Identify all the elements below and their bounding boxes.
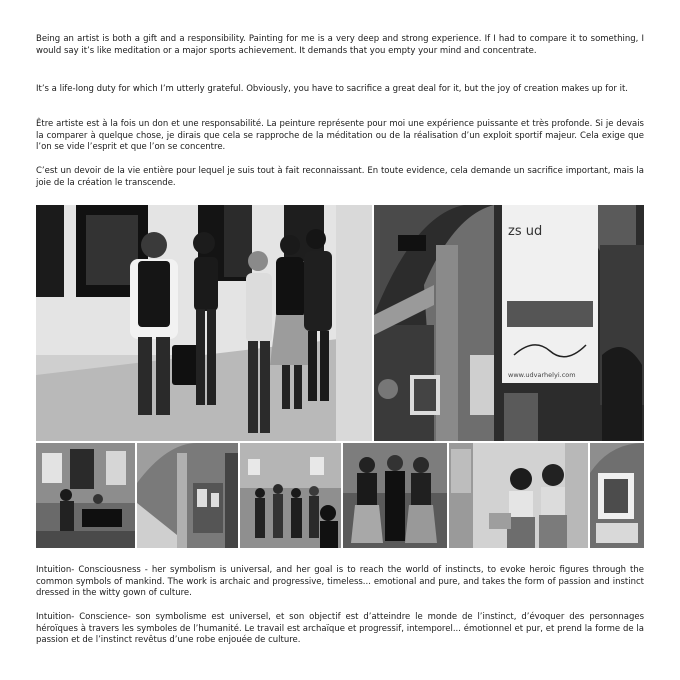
banner-logo: zs ud <box>508 224 543 239</box>
painting-display-photo <box>590 443 644 548</box>
intro-text-en-1: Being an artist is both a gift and a responsibility. Painting for me is a very deep and strong experience. If I had to compare it to something, I would say it’s like meditation or a major sports achievement. It demands that you empty your mind and concentrate. <box>36 34 644 56</box>
gothic-hall-banner-photo <box>374 205 644 441</box>
outro-text-fr: Intuition- Conscience- son symbolisme est universel, et son objectif est d’atteindre le monde de l’instinct, d’évoquer des personnages héroïques à travers les symboles de l’humanité. Le travail est archaïque et progressif, intemporel... émotionnel et pur, et prend la forme de la passion et de l’instinct revêtus d’une robe enjouée de culture. <box>36 612 644 646</box>
intro-paragraph-french-1 <box>36 119 644 154</box>
intro-paragraph-english-2 <box>36 84 644 96</box>
gallery-visitors-photo <box>36 205 372 441</box>
crowd-photo <box>240 443 341 548</box>
outro-text-en: Intuition- Consciousness - her symbolism is universal, and her goal is to reach the world of instincts, to evoke heroic figures through the common symbols of mankind. The work is archaic and progressive, timeless... emotional and pure, and takes the form of passion and instinct dressed in the witty gown of culture. <box>36 565 644 599</box>
intro-paragraph-english-1 <box>36 34 644 57</box>
banner-url: www.udvarhelyi.com <box>508 371 576 379</box>
staircase-hall-photo <box>137 443 238 548</box>
outro-paragraph-english <box>36 565 644 600</box>
pianist-photo <box>36 443 135 548</box>
intro-paragraph-french-2 <box>36 166 644 189</box>
intro-text-fr-1: Être artiste est à la fois un don et une responsabilité. La peinture représente pour moi une expérience puissante et très profonde. Si je devais la comparer à quelque chose, je dirais que cela se rapproche de la méditation ou de la réalisation d’un exploit sportif majeur. Cela exige que l’on se vide l’esprit et que l’on se concentre. <box>36 119 644 153</box>
three-women-photo <box>343 443 447 548</box>
intro-text-en-2: It’s a life-long duty for which I’m utterly grateful. Obviously, you have to sacrifice a great deal for it, but the joy of creation makes up for it. <box>36 84 629 94</box>
outro-paragraph-french <box>36 612 644 647</box>
intro-text-fr-2: C’est un devoir de la vie entière pour lequel je suis tout à fait reconnaissant. En toute evidence, cela demande un sacrifice important, mais la joie de la création le transcende. <box>36 166 644 188</box>
two-women-smiling-photo <box>449 443 588 548</box>
